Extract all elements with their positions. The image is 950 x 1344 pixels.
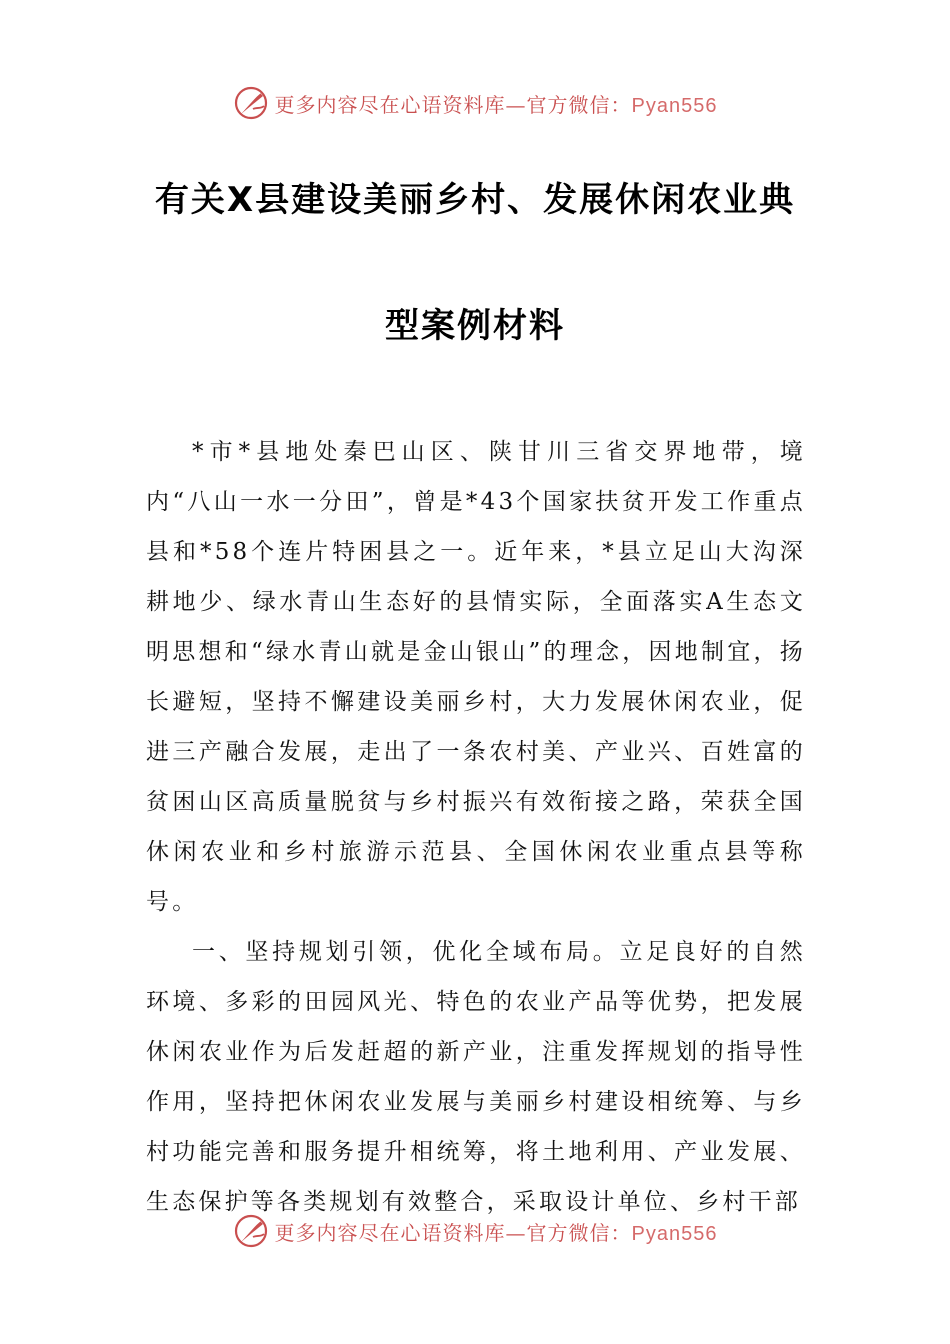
body-paragraph-section-1: 一、坚持规划引领，优化全域布局。立足良好的自然环境、多彩的田园风光、特色的农业产品等优势，把发展休闲农业作为后发赶超的新产业，注重发挥规划的指导性作用，坚持把休闲农业发展与美丽乡村建设相统筹、与乡村功能完善和服务提升相统筹，将土地利用、产业发展、生态保护等各类规划有效整合，采取设计单位、乡村干部: [146, 939, 806, 1215]
watermark-separator: —: [505, 1220, 527, 1245]
watermark-wechat-id: Pyan556: [631, 94, 718, 117]
watermark-text: [275, 1217, 718, 1246]
document-body: [146, 427, 806, 1227]
watermark-separator: —: [505, 92, 527, 117]
watermark-text: [275, 89, 718, 118]
watermark-footer: [0, 1212, 950, 1250]
watermark-site-name: 更多内容尽在心语资料库: [274, 92, 506, 117]
document-title-line-2: 型案例材料: [385, 306, 565, 346]
quill-logo-icon: [233, 1213, 269, 1249]
body-paragraph-intro: *市*县地处秦巴山区、陕甘川三省交界地带，境内“八山一水一分田”，曾是*43个国家扶贫开发工作重点县和*58个连片特困县之一。近年来，*县立足山大沟深耕地少、绿水青山生态好的县情实际，全面落实A生态文明思想和“绿水青山就是金山银山”的理念，因地制宜，扬长避短，坚持不懈建设美丽乡村，大力发展休闲农业，促进三产融合发展，走出了一条农村美、产业兴、百姓富的贫困山区高质量脱贫与乡村振兴有效衔接之路，荣获全国休闲农业和乡村旅游示范县、全国休闲农业重点县等称号。: [146, 439, 806, 915]
watermark-site-name: 更多内容尽在心语资料库: [274, 1220, 506, 1245]
watermark-wechat-id: Pyan556: [631, 1222, 718, 1245]
watermark-header: [0, 84, 950, 122]
watermark-wechat-label: 官方微信：: [526, 92, 632, 117]
quill-logo-icon: [233, 85, 269, 121]
document-title-line-1: 有关X县建设美丽乡村、发展休闲农业典: [154, 180, 796, 220]
watermark-wechat-label: 官方微信：: [526, 1220, 632, 1245]
